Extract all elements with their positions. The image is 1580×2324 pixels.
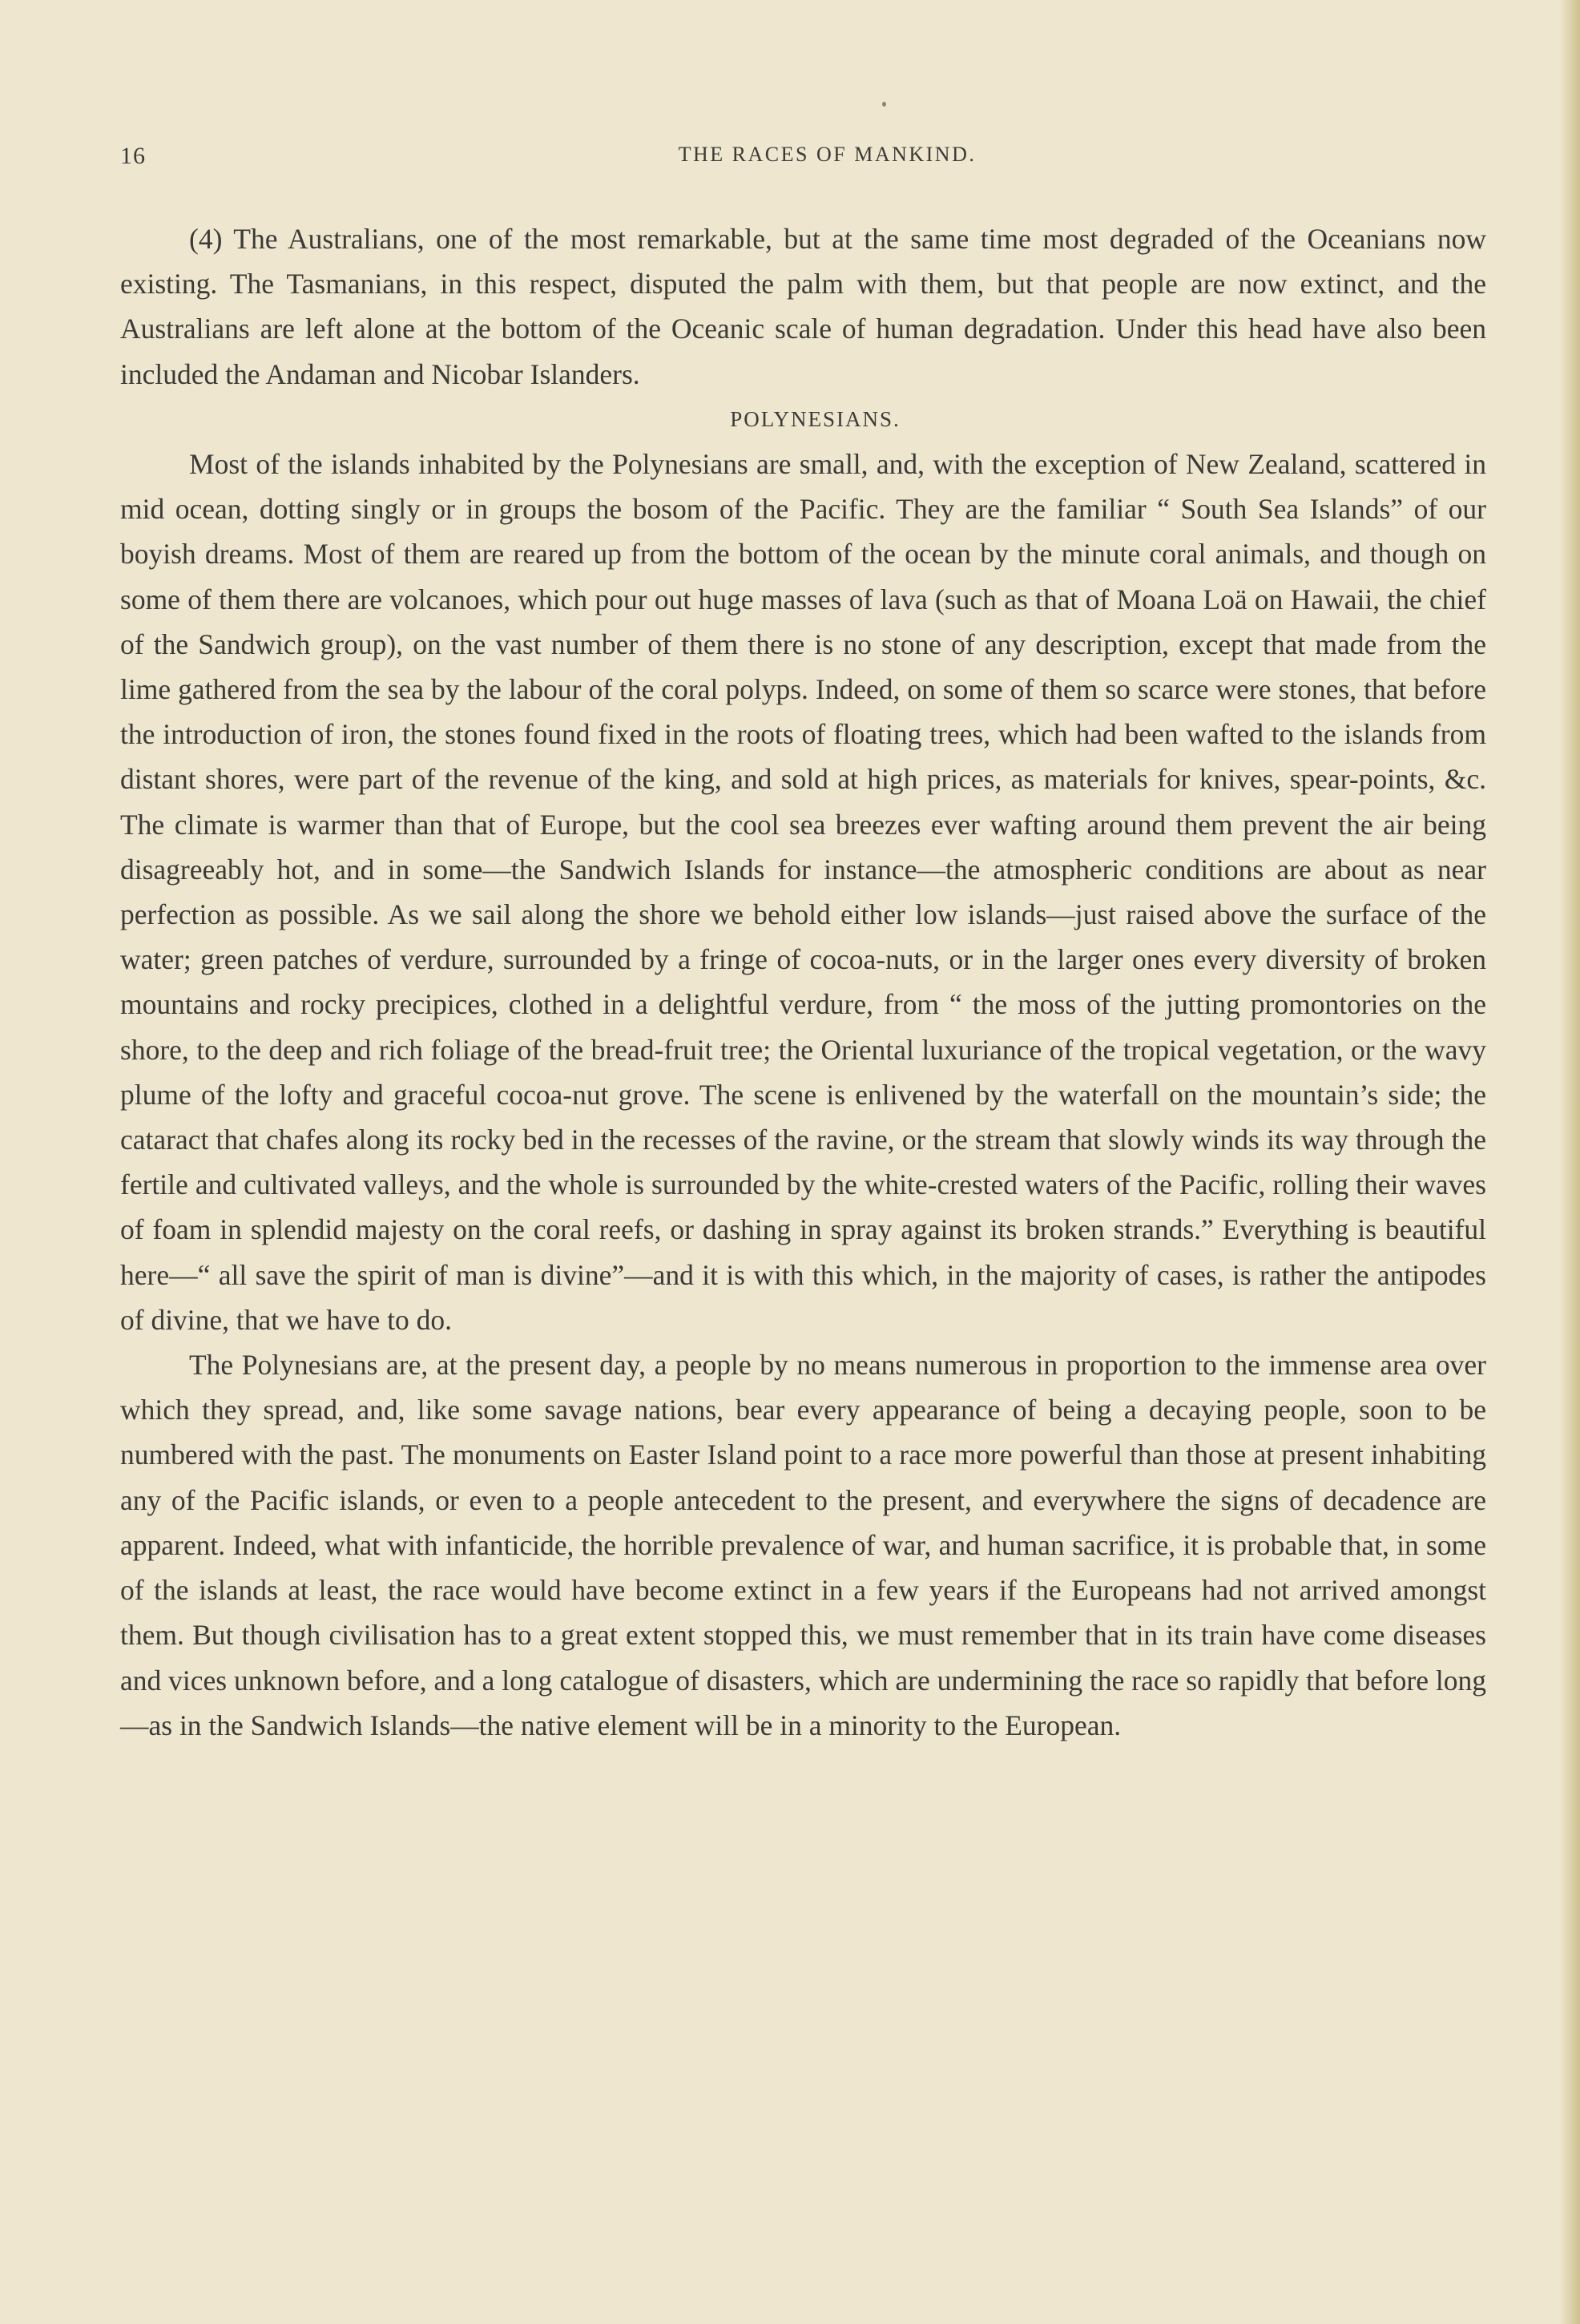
page-edge-shadow bbox=[1559, 0, 1580, 2324]
body-text bbox=[120, 216, 1486, 1748]
section-heading-polynesians: POLYNESIANS. bbox=[730, 406, 901, 431]
ink-speck bbox=[882, 102, 886, 107]
running-head bbox=[120, 143, 1486, 181]
paragraph-polynesian-decline: The Polynesians are, at the present day, a people by no means numerous in proportion to the immense area over which they spread, and, like some savage nations, bear every appearance of being a decaying people, soon to be numbered with the past. The monuments on Easter Island point to a race more powerful than those at present inhabiting any of the Pacific islands, or even to a people antecedent to the present, and everywhere the signs of decadence are apparent. Indeed, what with infanticide, the horrible prevalence of war, and human sacrifice, it is probable that, in some of the islands at least, the race would have become extinct in a few years if the Europeans had not arrived amongst them. But though civilisation has to a great extent stopped this, we must remember that in its train have come diseases and vices unknown before, and a long catalogue of disasters, which are undermining the race so rapidly that before long—as in the Sandwich Islands—the native element will be in a minority to the European. bbox=[120, 1349, 1486, 1741]
page-number: 16 bbox=[120, 143, 146, 169]
paragraph-polynesian-islands: Most of the islands inhabited by the Polynesians are small, and, with the exception of New Zealand, scattered in mid ocean, dotting singly or in groups the bosom of the Pacific. They are the familiar “ South Sea Islands” of our boyish dreams. Most of them are reared up from the bottom of the ocean by the minute coral animals, and though on some of them there are volcanoes, which pour out huge masses of lava (such as that of Moana Loä on Hawaii, the chief of the Sandwich group), on the vast number of them there is no stone of any description, except that made from the lime gathered from the sea by the labour of the coral polyps. Indeed, on some of them so scarce were stones, that before the introduction of iron, the stones found fixed in the roots of floating trees, which had been wafted to the islands from distant shores, were part of the revenue of the king, and sold at high prices, as materials for knives, spear-points, &c. The climate is warmer than that of Europe, but the cool sea breezes ever wafting around them prevent the air being disagreeably hot, and in some—the Sandwich Islands for instance—the atmospheric conditions are about as near perfection as possible. As we sail along the shore we behold either low islands—just raised above the surface of the water; green patches of verdure, surrounded by a fringe of cocoa-nuts, or in the larger ones every diversity of broken mountains and rocky precipices, clothed in a delightful verdure, from “ the moss of the jutting promontories on the shore, to the deep and rich foliage of the bread-fruit tree; the Oriental luxuriance of the tropical vegetation, or the wavy plume of the lofty and graceful cocoa-nut grove. The scene is enlivened by the waterfall on the mountain’s side; the cataract that chafes along its rocky bed in the recesses of the ravine, or the stream that slowly winds its way through the fertile and cultivated valleys, and the whole is surrounded by the white-crested waters of the Pacific, rolling their waves of foam in splendid majesty on the coral reefs, or dashing in spray against its broken strands.” Everything is beautiful here—“ all save the spirit of man is divine”—and it is with this which, in the majority of cases, is rather the antipodes of divine, that we have to do. bbox=[120, 448, 1486, 1336]
paragraph-australians: (4) The Australians, one of the most remarkable, but at the same time most degraded of the Oceanians now existing. The Tasmanians, in this respect, disputed the palm with them, but that people are now extinct, and the Australians are left alone at the bottom of the Oceanic scale of human degradation. Under this head have also been included the Andaman and Nicobar Islanders. bbox=[120, 223, 1486, 390]
running-title: THE RACES OF MANKIND. bbox=[678, 143, 977, 166]
